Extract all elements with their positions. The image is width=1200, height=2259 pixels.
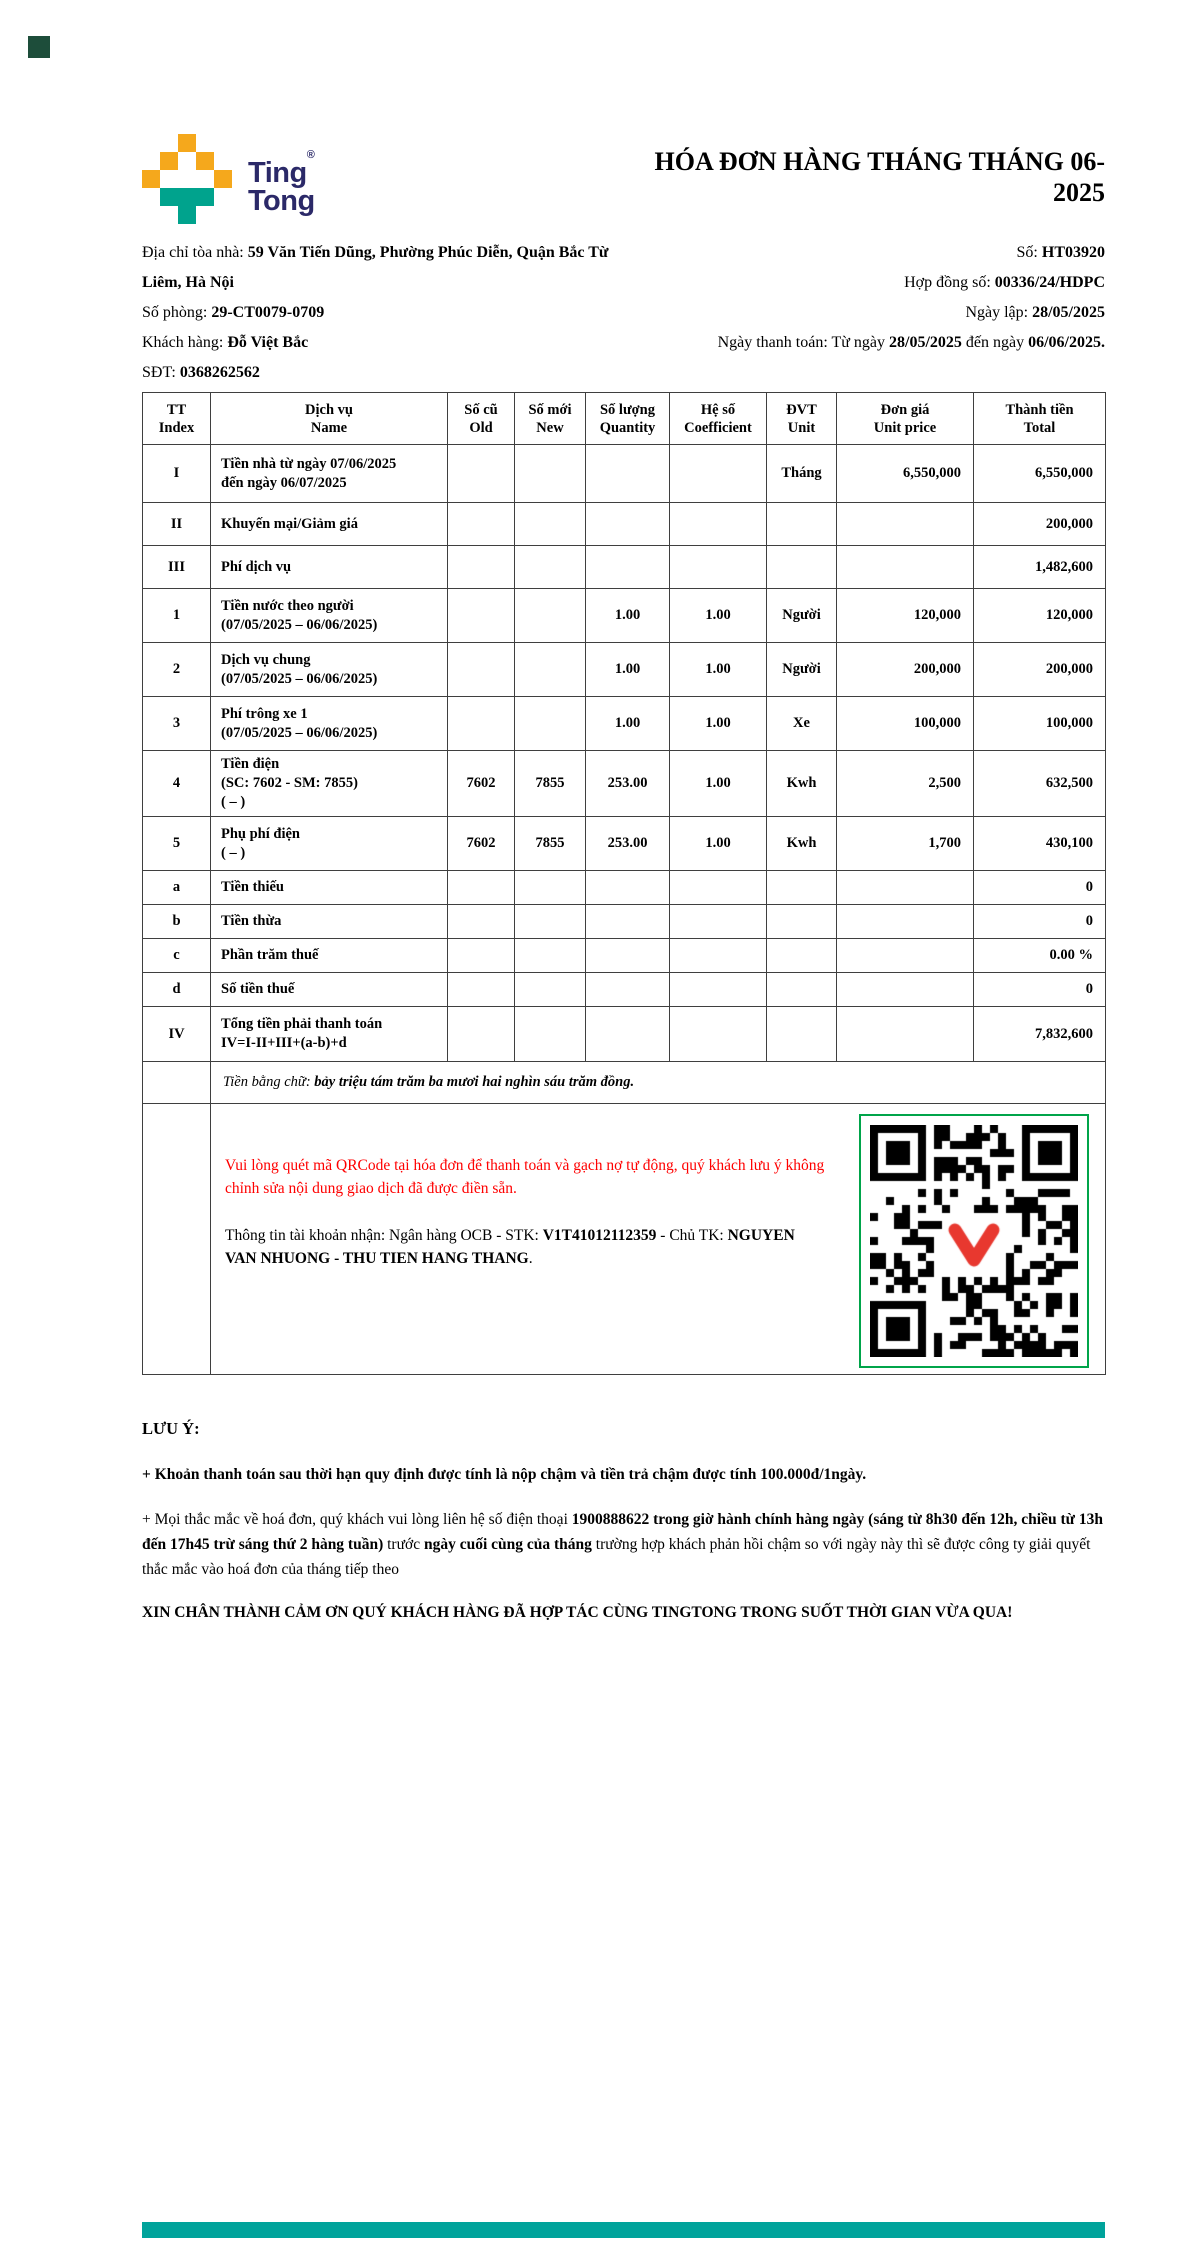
text-segment: 0368262562	[179, 364, 260, 381]
column-header-name: Dịch vụ Name	[211, 393, 448, 445]
empty-index-cell	[143, 1104, 211, 1375]
text-segment: trước	[383, 1536, 424, 1553]
column-header-coefficient: Hệ số Coefficient	[670, 393, 767, 445]
table-cell: Phí dịch vụ	[211, 546, 448, 589]
table-cell	[767, 871, 837, 905]
table-cell: Số tiền thuế	[211, 973, 448, 1007]
customer-phone	[142, 358, 616, 388]
table-cell	[448, 589, 515, 643]
table-cell: I	[143, 445, 211, 503]
table-row	[143, 1007, 1106, 1062]
table-cell	[670, 871, 767, 905]
table-cell: 6,550,000	[837, 445, 974, 503]
text-segment: Địa chỉ tòa nhà:	[142, 244, 248, 261]
table-cell	[586, 973, 670, 1007]
logo-pixel	[160, 170, 178, 188]
table-cell	[767, 546, 837, 589]
table-cell	[448, 1007, 515, 1062]
table-cell: 430,100	[974, 817, 1106, 871]
table-cell: 7602	[448, 817, 515, 871]
table-cell	[586, 445, 670, 503]
invoice-table-body	[143, 445, 1106, 1062]
logo-pixel	[160, 206, 178, 224]
table-cell: Người	[767, 643, 837, 697]
table-row	[143, 751, 1106, 817]
table-row	[143, 589, 1106, 643]
table-cell	[515, 503, 586, 546]
table-cell: 2,500	[837, 751, 974, 817]
table-cell: c	[143, 939, 211, 973]
account-info	[225, 1224, 825, 1270]
table-cell: 2	[143, 643, 211, 697]
table-cell: II	[143, 503, 211, 546]
table-cell	[837, 503, 974, 546]
building-address	[142, 238, 616, 298]
invoice-meta	[142, 238, 1105, 388]
text-segment: ngày cuối cùng của tháng	[423, 1536, 592, 1553]
qr-instructions	[225, 1154, 825, 1270]
table-cell	[837, 1007, 974, 1062]
logo-pixel	[142, 134, 160, 152]
table-cell	[586, 1007, 670, 1062]
tingtong-logo	[142, 134, 315, 224]
logo-pixel	[178, 152, 196, 170]
table-cell	[670, 905, 767, 939]
warning-title: LƯU Ý:	[142, 1419, 200, 1438]
table-cell: 1.00	[670, 817, 767, 871]
table-cell: 1.00	[670, 589, 767, 643]
table-row	[143, 973, 1106, 1007]
text-segment: Ngày lập:	[965, 304, 1033, 321]
text-segment: 00336/24/HDPC	[994, 274, 1105, 291]
table-cell	[515, 546, 586, 589]
table-cell: 120,000	[974, 589, 1106, 643]
table-cell: a	[143, 871, 211, 905]
tingtong-logo-icon	[142, 134, 232, 224]
table-cell	[586, 939, 670, 973]
table-cell: 100,000	[974, 697, 1106, 751]
table-cell: 100,000	[837, 697, 974, 751]
text-segment: SĐT:	[142, 364, 180, 381]
table-cell	[670, 546, 767, 589]
table-cell	[515, 589, 586, 643]
page-title	[655, 134, 1105, 208]
table-cell: 120,000	[837, 589, 974, 643]
title-line-2: 2025	[1053, 178, 1105, 207]
trademark-symbol: ®	[306, 149, 315, 161]
logo-pixel	[214, 170, 232, 188]
table-cell	[515, 697, 586, 751]
logo-pixel	[196, 152, 214, 170]
qr-code-frame	[859, 1114, 1089, 1368]
qr-row	[143, 1104, 1106, 1375]
text-segment: - Chủ TK:	[656, 1227, 728, 1244]
header	[0, 0, 1200, 224]
table-cell	[767, 503, 837, 546]
table-cell: 200,000	[974, 643, 1106, 697]
logo-pixel	[214, 152, 232, 170]
logo-pixel	[142, 206, 160, 224]
logo-pixel	[160, 134, 178, 152]
logo-pixel	[142, 188, 160, 206]
text-segment: Số:	[1016, 244, 1042, 261]
table-cell: 7855	[515, 751, 586, 817]
table-cell	[515, 643, 586, 697]
table-cell: 7855	[515, 817, 586, 871]
table-cell	[767, 939, 837, 973]
table-cell: IV	[143, 1007, 211, 1062]
text-segment: .	[528, 1250, 533, 1267]
table-cell: Tháng	[767, 445, 837, 503]
column-header-unit: ĐVT Unit	[767, 393, 837, 445]
table-cell	[586, 905, 670, 939]
logo-word-top: Ting	[248, 157, 307, 189]
text-segment: 29-CT0079-0709	[211, 304, 325, 321]
table-cell	[515, 939, 586, 973]
column-header-unit-price: Đơn giá Unit price	[837, 393, 974, 445]
table-cell	[767, 1007, 837, 1062]
table-cell	[767, 905, 837, 939]
table-cell: 0	[974, 973, 1106, 1007]
amount-in-words-row	[143, 1062, 1106, 1104]
text-segment: Tiền bằng chữ:	[223, 1074, 315, 1090]
table-cell	[837, 973, 974, 1007]
table-cell	[515, 973, 586, 1007]
text-segment: Đỗ Việt Bắc	[227, 334, 309, 351]
meta-left	[142, 238, 616, 388]
customer-name	[142, 328, 616, 358]
logo-pixel	[160, 152, 178, 170]
table-header-row	[143, 393, 1106, 445]
column-header-total: Thành tiền Total	[974, 393, 1106, 445]
table-cell	[586, 546, 670, 589]
table-cell	[670, 973, 767, 1007]
late-payment-note: + Khoản thanh toán sau thời hạn quy định được tính là nộp chậm và tiền trả chậm được tính 100.000đ/1ngày.	[142, 1466, 867, 1483]
bottom-bar	[142, 2222, 1105, 2238]
logo-pixel	[178, 188, 196, 206]
table-cell: Phụ phí điện ( – )	[211, 817, 448, 871]
table-cell: Tổng tiền phải thanh toán IV=I-II+III+(a-b)+d	[211, 1007, 448, 1062]
table-cell	[448, 939, 515, 973]
column-header-old: Số cũ Old	[448, 393, 515, 445]
table-cell	[448, 697, 515, 751]
table-cell	[448, 905, 515, 939]
table-cell: Kwh	[767, 817, 837, 871]
table-cell	[837, 939, 974, 973]
logo-pixel	[178, 134, 196, 152]
text-segment: NGUYEN VAN NHUONG - THU TIEN HANG THANG	[225, 1227, 795, 1267]
table-cell: b	[143, 905, 211, 939]
table-cell: III	[143, 546, 211, 589]
table-cell: 253.00	[586, 751, 670, 817]
table-cell: 3	[143, 697, 211, 751]
table-cell	[670, 939, 767, 973]
logo-pixel	[196, 134, 214, 152]
table-cell: 632,500	[974, 751, 1106, 817]
table-cell	[448, 546, 515, 589]
text-segment: 1900888622 trong giờ hành chính hàng ngày (sáng từ 8h30 đến 12h, chiều từ 13h đến 17h45 trừ sáng thứ 2 hàng tuần)	[142, 1511, 1103, 1553]
table-cell	[837, 546, 974, 589]
table-cell: Tiền nhà từ ngày 07/06/2025 đến ngày 06/07/2025	[211, 445, 448, 503]
table-row	[143, 643, 1106, 697]
table-cell: 1.00	[670, 643, 767, 697]
payment-period	[616, 328, 1105, 358]
table-cell	[586, 503, 670, 546]
table-cell	[448, 643, 515, 697]
text-segment: V1T41012112359	[542, 1227, 657, 1244]
table-cell: Phần trăm thuế	[211, 939, 448, 973]
table-cell	[515, 445, 586, 503]
table-row	[143, 905, 1106, 939]
column-header-quantity: Số lượng Quantity	[586, 393, 670, 445]
table-cell: Người	[767, 589, 837, 643]
text-segment: Số phòng:	[142, 304, 212, 321]
table-cell	[515, 905, 586, 939]
table-cell: 0.00 %	[974, 939, 1106, 973]
logo-pixel	[214, 188, 232, 206]
table-cell: d	[143, 973, 211, 1007]
table-cell: 6,550,000	[974, 445, 1106, 503]
table-cell	[767, 973, 837, 1007]
logo-pixel	[142, 152, 160, 170]
corner-mark	[28, 36, 50, 58]
empty-index-cell	[143, 1062, 211, 1104]
table-cell: 1.00	[670, 751, 767, 817]
table-cell: Khuyến mại/Giảm giá	[211, 503, 448, 546]
text-segment: 28/05/2025	[889, 334, 962, 351]
contract-number	[616, 268, 1105, 298]
table-cell: Kwh	[767, 751, 837, 817]
qr-section	[211, 1104, 1106, 1375]
table-row	[143, 503, 1106, 546]
table-cell: 4	[143, 751, 211, 817]
table-row	[143, 817, 1106, 871]
table-cell	[670, 503, 767, 546]
table-cell: 1.00	[586, 643, 670, 697]
table-cell: 0	[974, 871, 1106, 905]
table-cell: 7602	[448, 751, 515, 817]
room-number	[142, 298, 616, 328]
qr-warning-text: Vui lòng quét mã QRCode tại hóa đơn để thanh toán và gạch nợ tự động, quý khách lưu ý không chỉnh sửa nội dung giao dịch đã được điền sẵn.	[225, 1157, 825, 1197]
table-row	[143, 546, 1106, 589]
table-cell: 200,000	[974, 503, 1106, 546]
table-cell	[448, 503, 515, 546]
text-segment: 06/06/2025.	[1028, 334, 1105, 351]
text-segment: trường hợp khách phản hồi chậm so với ngày này thì sẽ được công ty giải quyết thắc mắc vào hoá đơn của tháng tiếp theo	[142, 1536, 1091, 1578]
text-segment: bảy triệu tám trăm ba mươi hai nghìn sáu trăm đồng.	[314, 1074, 635, 1090]
table-cell: 1,482,600	[974, 546, 1106, 589]
logo-wordmark	[248, 134, 315, 216]
footer-notes	[142, 1419, 1105, 1625]
logo-pixel	[196, 188, 214, 206]
table-cell: Tiền thiếu	[211, 871, 448, 905]
table-cell: Tiền nước theo người (07/05/2025 – 06/06/2025)	[211, 589, 448, 643]
table-cell: 7,832,600	[974, 1007, 1106, 1062]
table-cell	[586, 871, 670, 905]
table-row	[143, 697, 1106, 751]
invoice-table	[142, 392, 1106, 1375]
logo-pixel	[178, 170, 196, 188]
logo-pixel	[196, 170, 214, 188]
logo-pixel	[214, 134, 232, 152]
table-cell	[837, 871, 974, 905]
column-header-index: TT Index	[143, 393, 211, 445]
text-segment: 28/05/2025	[1032, 304, 1105, 321]
table-cell	[448, 871, 515, 905]
table-cell	[837, 905, 974, 939]
table-row	[143, 871, 1106, 905]
text-segment: Khách hàng:	[142, 334, 228, 351]
logo-pixel	[142, 170, 160, 188]
table-cell	[448, 973, 515, 1007]
column-header-new: Số mới New	[515, 393, 586, 445]
table-cell	[670, 445, 767, 503]
table-cell: 200,000	[837, 643, 974, 697]
table-cell: 1.00	[586, 697, 670, 751]
text-segment: 59 Văn Tiến Dũng, Phường Phúc Diễn, Quận Bắc Từ Liêm, Hà Nội	[142, 244, 609, 291]
logo-pixel	[178, 206, 196, 224]
title-line-1: HÓA ĐƠN HÀNG THÁNG THÁNG 06-	[654, 147, 1105, 176]
invoice-number	[616, 238, 1105, 268]
text-segment: Hợp đồng số:	[904, 274, 995, 291]
text-segment: Thông tin tài khoản nhận: Ngân hàng OCB - STK:	[225, 1227, 543, 1244]
table-cell: 5	[143, 817, 211, 871]
table-cell: Tiền điện (SC: 7602 - SM: 7855) ( – )	[211, 751, 448, 817]
table-cell: 1,700	[837, 817, 974, 871]
amount-in-words	[211, 1062, 1106, 1104]
table-cell: 253.00	[586, 817, 670, 871]
table-cell: 0	[974, 905, 1106, 939]
table-cell: Xe	[767, 697, 837, 751]
table-cell: Phí trông xe 1 (07/05/2025 – 06/06/2025)	[211, 697, 448, 751]
table-cell	[515, 1007, 586, 1062]
logo-pixel	[160, 188, 178, 206]
qr-code	[870, 1125, 1078, 1357]
table-row	[143, 939, 1106, 973]
issue-date	[616, 298, 1105, 328]
text-segment: đến ngày	[961, 334, 1029, 351]
text-segment: Ngày thanh toán: Từ ngày	[717, 334, 890, 351]
thank-you-note: XIN CHÂN THÀNH CẢM ƠN QUÝ KHÁCH HÀNG ĐÃ HỢP TÁC CÙNG TINGTONG TRONG SUỐT THỜI GIAN VỪA QUA!	[142, 1604, 1013, 1621]
logo-pixel	[214, 206, 232, 224]
text-segment: HT03920	[1041, 244, 1105, 261]
table-cell	[448, 445, 515, 503]
table-cell: 1.00	[670, 697, 767, 751]
table-cell: Tiền thừa	[211, 905, 448, 939]
logo-word-bottom: Tong	[248, 185, 315, 218]
hotline-note	[142, 1507, 1105, 1582]
meta-right	[616, 238, 1105, 388]
text-segment: + Mọi thắc mắc về hoá đơn, quý khách vui lòng liên hệ số điện thoại	[142, 1511, 572, 1528]
table-cell: 1.00	[586, 589, 670, 643]
table-cell	[515, 871, 586, 905]
table-cell: Dịch vụ chung (07/05/2025 – 06/06/2025)	[211, 643, 448, 697]
logo-pixel	[196, 206, 214, 224]
table-cell: 1	[143, 589, 211, 643]
table-cell	[670, 1007, 767, 1062]
table-row	[143, 445, 1106, 503]
